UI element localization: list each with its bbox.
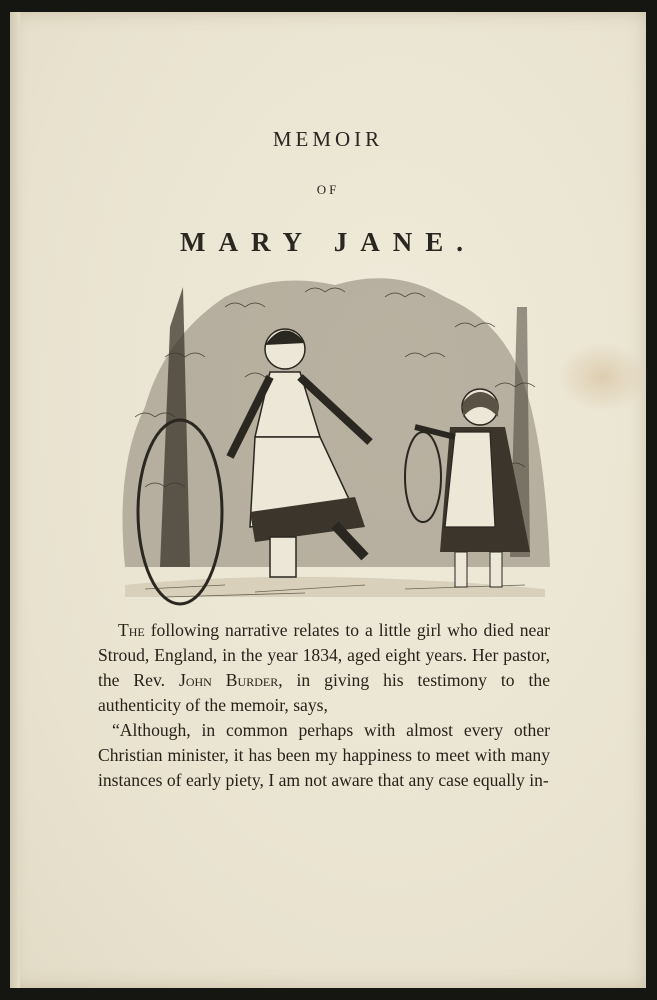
- narrative-text: [98, 618, 550, 793]
- engraving-illustration: [105, 267, 555, 612]
- title-connector: OF: [316, 182, 340, 197]
- intro-text-part2: , in giving his testimony to the authenticity of the memoir, says,: [98, 670, 551, 715]
- book-spine-edge: [10, 12, 20, 988]
- paragraph-intro: [98, 618, 550, 718]
- page-stain: [555, 342, 650, 412]
- intro-text-part1: following narrative relates to a little girl who died near Stroud, England, in the year 1834, aged eight years. Her pastor, the Rev.: [98, 620, 550, 690]
- lead-word: The: [118, 620, 145, 640]
- book-page: [10, 12, 646, 988]
- paragraph-quote: “Although, in common perhaps with almost every other Christian minister, it has been my happiness to meet with many instances of early piety, I am not aware that any case equally in-: [98, 720, 550, 790]
- page-subtitle: MARY JANE.: [179, 227, 477, 257]
- page-title: MEMOIR: [272, 127, 384, 151]
- pastor-name: John Burder: [179, 670, 279, 690]
